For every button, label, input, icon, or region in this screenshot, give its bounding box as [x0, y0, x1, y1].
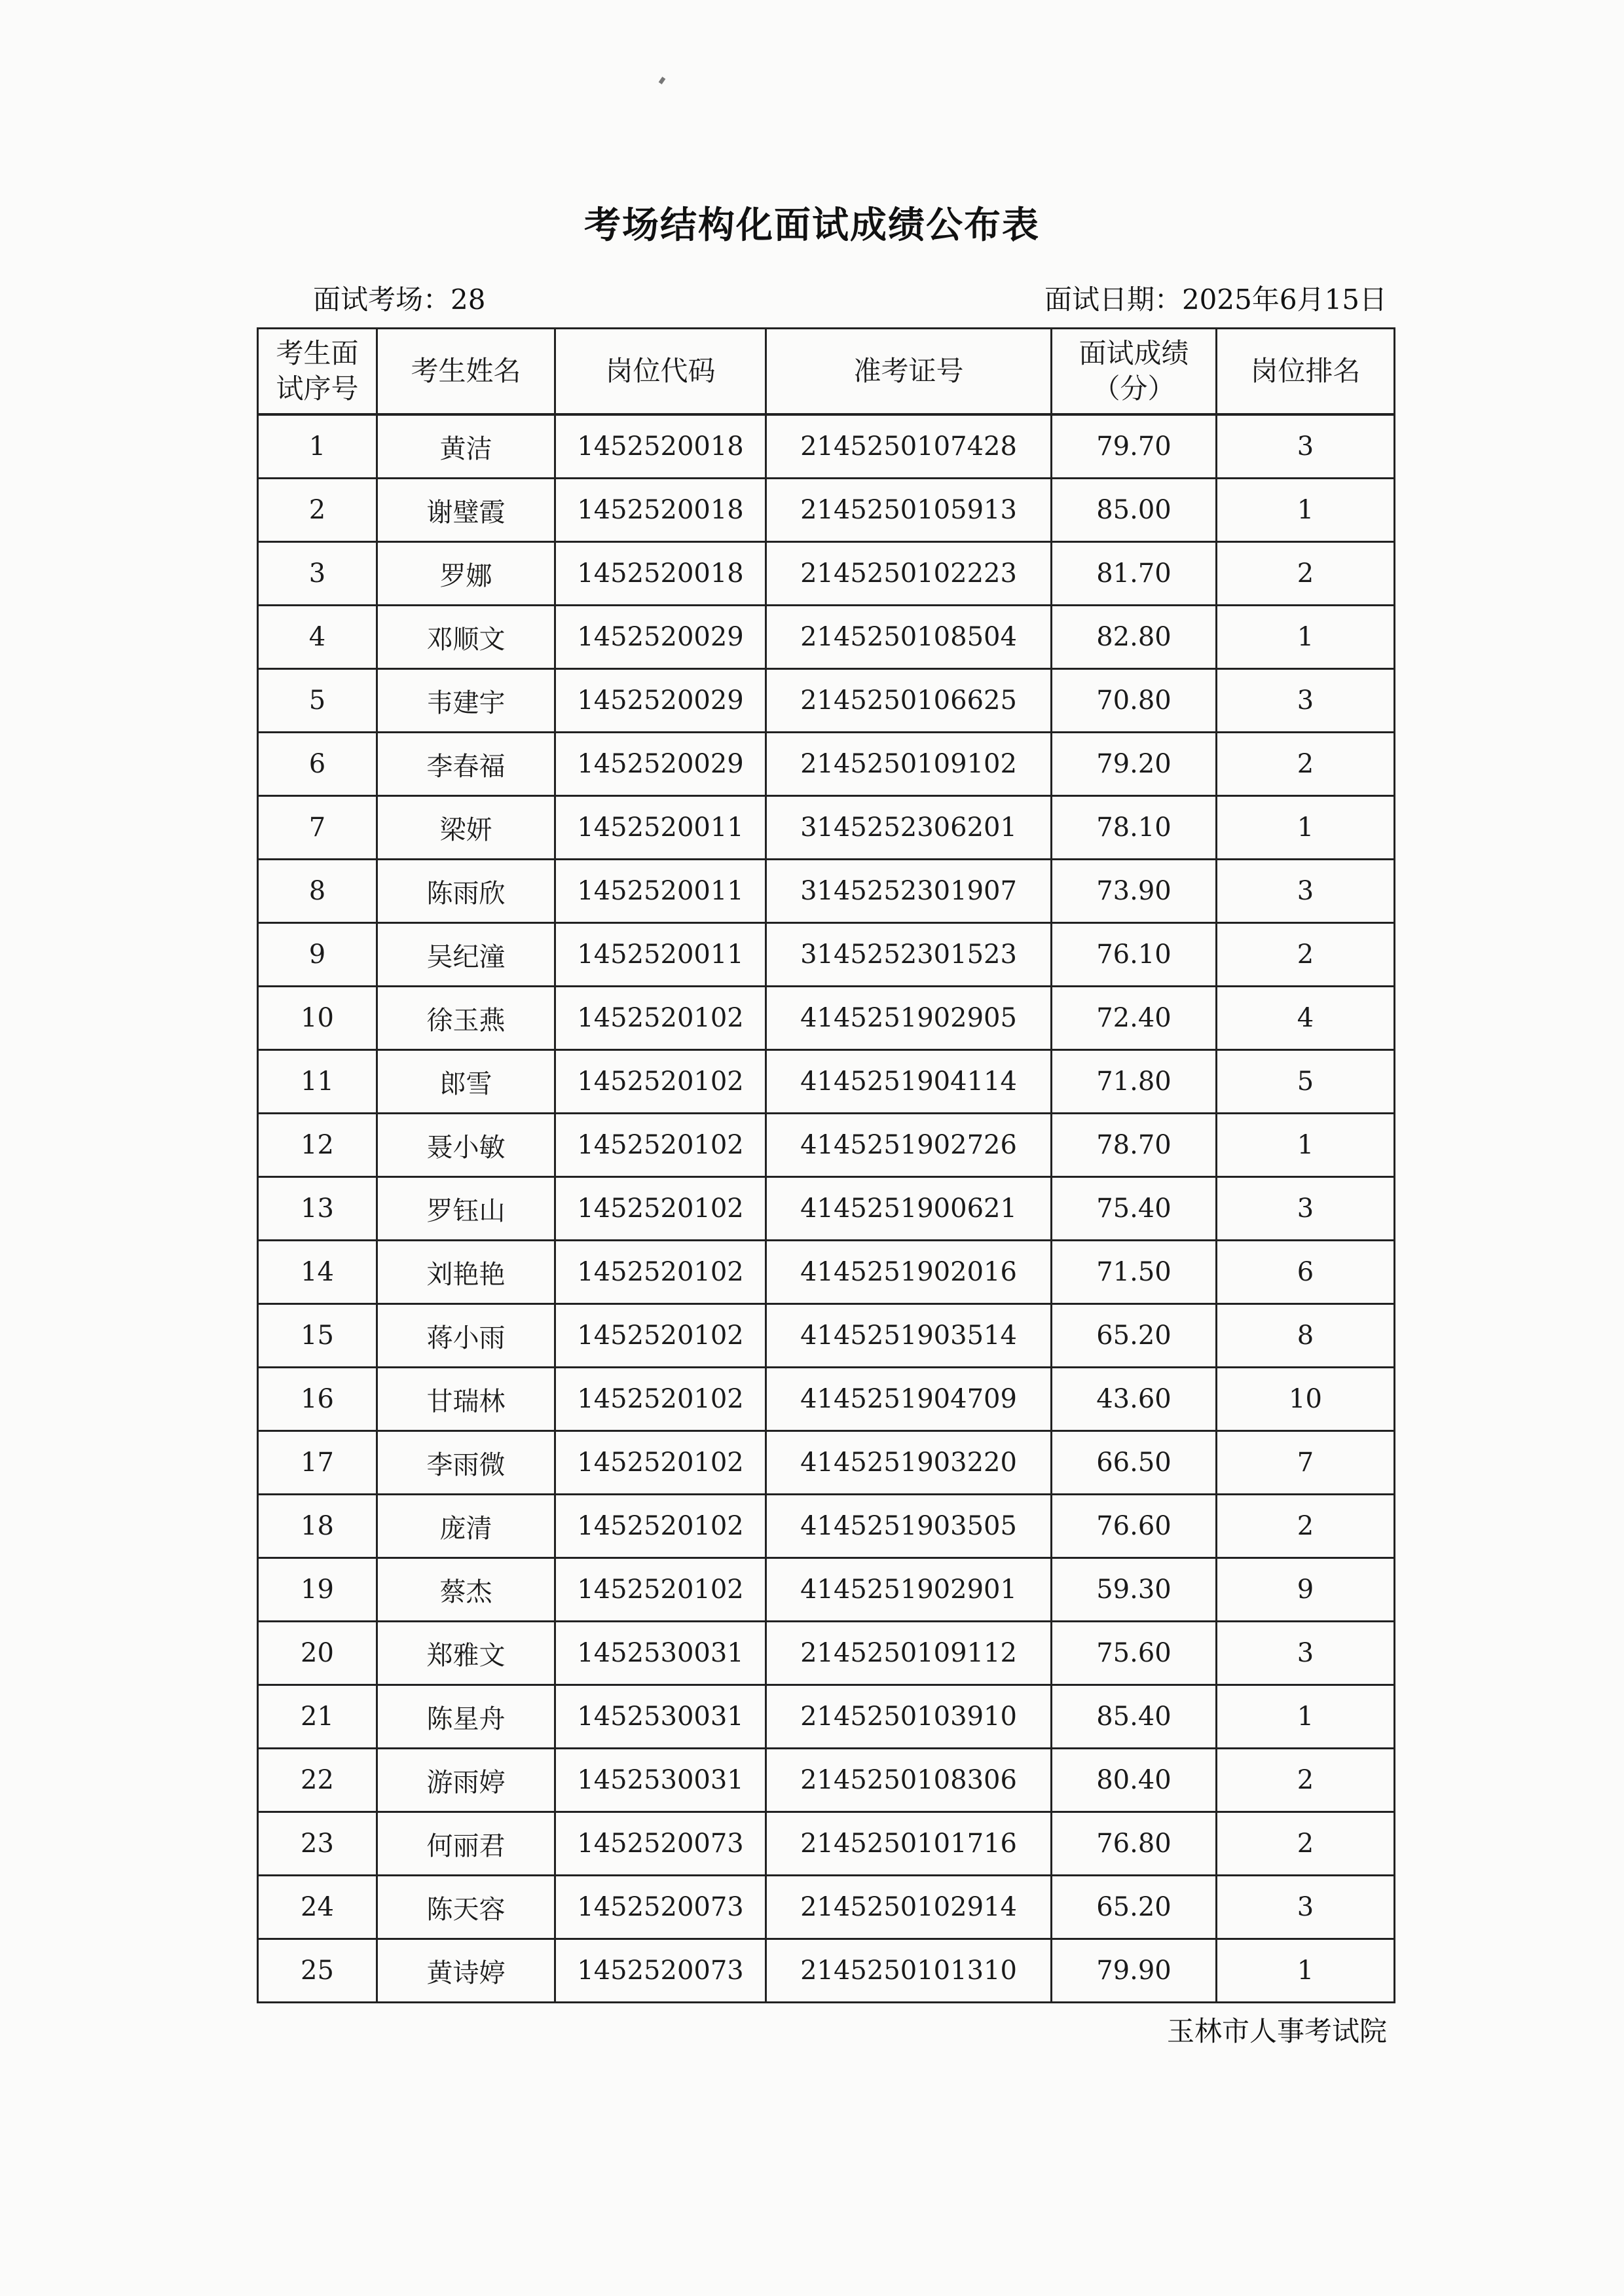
cell-post-code: 1452520029 — [555, 606, 766, 669]
cell-seq: 9 — [258, 923, 377, 987]
cell-name: 庞清 — [377, 1495, 555, 1558]
cell-score: 85.40 — [1052, 1685, 1217, 1749]
cell-rank: 2 — [1217, 1495, 1395, 1558]
cell-admission-number: 2145250108504 — [766, 606, 1052, 669]
cell-admission-number: 2145250101310 — [766, 1939, 1052, 2003]
table-row — [258, 606, 1395, 669]
cell-post-code: 1452520018 — [555, 414, 766, 479]
cell-score: 82.80 — [1052, 606, 1217, 669]
cell-rank: 3 — [1217, 669, 1395, 733]
cell-post-code: 1452520102 — [555, 1177, 766, 1241]
cell-admission-number: 4145251902016 — [766, 1241, 1052, 1304]
table-row — [258, 1558, 1395, 1622]
cell-score: 70.80 — [1052, 669, 1217, 733]
cell-admission-number: 3145252301523 — [766, 923, 1052, 987]
cell-rank: 4 — [1217, 987, 1395, 1050]
cell-seq: 8 — [258, 860, 377, 923]
cell-name: 韦建宇 — [377, 669, 555, 733]
cell-score: 85.00 — [1052, 479, 1217, 542]
cell-post-code: 1452520102 — [555, 1050, 766, 1114]
cell-post-code: 1452520102 — [555, 1241, 766, 1304]
cell-post-code: 1452530031 — [555, 1685, 766, 1749]
cell-seq: 3 — [258, 542, 377, 606]
cell-admission-number: 4145251904114 — [766, 1050, 1052, 1114]
cell-name: 李雨微 — [377, 1431, 555, 1495]
table-row — [258, 1177, 1395, 1241]
table-body — [258, 414, 1395, 2003]
cell-post-code: 1452520102 — [555, 1558, 766, 1622]
cell-seq: 13 — [258, 1177, 377, 1241]
cell-score: 76.60 — [1052, 1495, 1217, 1558]
cell-post-code: 1452520102 — [555, 987, 766, 1050]
cell-rank: 1 — [1217, 1114, 1395, 1177]
table-row — [258, 1241, 1395, 1304]
cell-name: 徐玉燕 — [377, 987, 555, 1050]
cell-score: 79.70 — [1052, 414, 1217, 479]
cell-rank: 3 — [1217, 860, 1395, 923]
table-row — [258, 1304, 1395, 1368]
cell-score: 81.70 — [1052, 542, 1217, 606]
cell-admission-number: 3145252301907 — [766, 860, 1052, 923]
cell-seq: 7 — [258, 796, 377, 860]
cell-score: 73.90 — [1052, 860, 1217, 923]
header-seq: 考生面 试序号 — [258, 329, 377, 415]
cell-name: 陈雨欣 — [377, 860, 555, 923]
cell-post-code: 1452520073 — [555, 1939, 766, 2003]
table-row — [258, 733, 1395, 796]
cell-score: 76.80 — [1052, 1812, 1217, 1876]
cell-admission-number: 4145251903514 — [766, 1304, 1052, 1368]
cell-score: 71.80 — [1052, 1050, 1217, 1114]
cell-score: 75.40 — [1052, 1177, 1217, 1241]
cell-score: 78.10 — [1052, 796, 1217, 860]
cell-post-code: 1452520029 — [555, 733, 766, 796]
cell-post-code: 1452520073 — [555, 1812, 766, 1876]
cell-post-code: 1452520102 — [555, 1431, 766, 1495]
cell-post-code: 1452520102 — [555, 1368, 766, 1431]
cell-seq: 22 — [258, 1749, 377, 1812]
header-admission-number: 准考证号 — [766, 329, 1052, 415]
cell-score: 76.10 — [1052, 923, 1217, 987]
cell-rank: 2 — [1217, 1749, 1395, 1812]
cell-name: 游雨婷 — [377, 1749, 555, 1812]
cell-seq: 20 — [258, 1622, 377, 1685]
cell-admission-number: 2145250107428 — [766, 414, 1052, 479]
document-title: 考场结构化面试成绩公布表 — [584, 204, 1040, 247]
cell-score: 78.70 — [1052, 1114, 1217, 1177]
cell-score: 43.60 — [1052, 1368, 1217, 1431]
cell-post-code: 1452530031 — [555, 1622, 766, 1685]
cell-seq: 4 — [258, 606, 377, 669]
cell-seq: 17 — [258, 1431, 377, 1495]
cell-name: 甘瑞林 — [377, 1368, 555, 1431]
header-rank: 岗位排名 — [1217, 329, 1395, 415]
cell-name: 郑雅文 — [377, 1622, 555, 1685]
table-row — [258, 1939, 1395, 2003]
cell-rank: 2 — [1217, 923, 1395, 987]
cell-rank: 7 — [1217, 1431, 1395, 1495]
cell-score: 79.20 — [1052, 733, 1217, 796]
exam-room-label: 面试考场：28 — [313, 283, 486, 316]
cell-name: 李春福 — [377, 733, 555, 796]
cell-score: 66.50 — [1052, 1431, 1217, 1495]
cell-admission-number: 2145250102914 — [766, 1876, 1052, 1939]
cell-rank: 8 — [1217, 1304, 1395, 1368]
cell-name: 邓顺文 — [377, 606, 555, 669]
cell-seq: 19 — [258, 1558, 377, 1622]
cell-name: 蔡杰 — [377, 1558, 555, 1622]
cell-admission-number: 2145250101716 — [766, 1812, 1052, 1876]
cell-name: 罗钰山 — [377, 1177, 555, 1241]
table-row — [258, 1431, 1395, 1495]
cell-name: 蒋小雨 — [377, 1304, 555, 1368]
cell-rank: 2 — [1217, 1812, 1395, 1876]
cell-rank: 1 — [1217, 479, 1395, 542]
cell-post-code: 1452520073 — [555, 1876, 766, 1939]
cell-admission-number: 4145251903505 — [766, 1495, 1052, 1558]
table-row — [258, 1114, 1395, 1177]
table-row — [258, 1749, 1395, 1812]
table-row — [258, 669, 1395, 733]
scan-speck — [659, 77, 666, 84]
cell-seq: 14 — [258, 1241, 377, 1304]
cell-rank: 2 — [1217, 733, 1395, 796]
cell-seq: 11 — [258, 1050, 377, 1114]
table-row — [258, 1876, 1395, 1939]
cell-admission-number: 4145251900621 — [766, 1177, 1052, 1241]
header-score: 面试成绩 （分） — [1052, 329, 1217, 415]
table-row — [258, 1368, 1395, 1431]
cell-rank: 5 — [1217, 1050, 1395, 1114]
cell-score: 79.90 — [1052, 1939, 1217, 2003]
cell-admission-number: 2145250102223 — [766, 542, 1052, 606]
cell-name: 黄诗婷 — [377, 1939, 555, 2003]
cell-seq: 15 — [258, 1304, 377, 1368]
table-row — [258, 1685, 1395, 1749]
cell-post-code: 1452520011 — [555, 923, 766, 987]
cell-admission-number: 4145251902905 — [766, 987, 1052, 1050]
cell-name: 吴纪潼 — [377, 923, 555, 987]
cell-seq: 16 — [258, 1368, 377, 1431]
cell-rank: 10 — [1217, 1368, 1395, 1431]
cell-post-code: 1452520102 — [555, 1114, 766, 1177]
cell-post-code: 1452520018 — [555, 542, 766, 606]
cell-score: 75.60 — [1052, 1622, 1217, 1685]
cell-post-code: 1452520011 — [555, 796, 766, 860]
cell-admission-number: 2145250105913 — [766, 479, 1052, 542]
cell-score: 59.30 — [1052, 1558, 1217, 1622]
cell-admission-number: 4145251902726 — [766, 1114, 1052, 1177]
cell-seq: 5 — [258, 669, 377, 733]
cell-name: 罗娜 — [377, 542, 555, 606]
table-row — [258, 1622, 1395, 1685]
cell-rank: 9 — [1217, 1558, 1395, 1622]
cell-rank: 3 — [1217, 1177, 1395, 1241]
cell-post-code: 1452520011 — [555, 860, 766, 923]
cell-admission-number: 2145250103910 — [766, 1685, 1052, 1749]
table-row — [258, 923, 1395, 987]
cell-name: 陈星舟 — [377, 1685, 555, 1749]
score-table — [257, 327, 1395, 2003]
table-row — [258, 987, 1395, 1050]
cell-rank: 1 — [1217, 606, 1395, 669]
cell-post-code: 1452530031 — [555, 1749, 766, 1812]
cell-admission-number: 4145251903220 — [766, 1431, 1052, 1495]
cell-rank: 3 — [1217, 414, 1395, 479]
cell-name: 何丽君 — [377, 1812, 555, 1876]
cell-rank: 1 — [1217, 1939, 1395, 2003]
cell-seq: 2 — [258, 479, 377, 542]
cell-score: 65.20 — [1052, 1876, 1217, 1939]
cell-score: 65.20 — [1052, 1304, 1217, 1368]
table-row — [258, 542, 1395, 606]
cell-seq: 18 — [258, 1495, 377, 1558]
cell-admission-number: 3145252306201 — [766, 796, 1052, 860]
exam-date-label: 面试日期：2025年6月15日 — [1044, 283, 1387, 316]
cell-seq: 21 — [258, 1685, 377, 1749]
cell-rank: 1 — [1217, 1685, 1395, 1749]
cell-rank: 2 — [1217, 542, 1395, 606]
cell-rank: 1 — [1217, 796, 1395, 860]
table-row — [258, 479, 1395, 542]
cell-name: 谢璧霞 — [377, 479, 555, 542]
cell-score: 72.40 — [1052, 987, 1217, 1050]
cell-admission-number: 2145250108306 — [766, 1749, 1052, 1812]
cell-name: 黄洁 — [377, 414, 555, 479]
header-post-code: 岗位代码 — [555, 329, 766, 415]
cell-seq: 1 — [258, 414, 377, 479]
cell-name: 刘艳艳 — [377, 1241, 555, 1304]
cell-seq: 23 — [258, 1812, 377, 1876]
cell-post-code: 1452520018 — [555, 479, 766, 542]
table-row — [258, 1050, 1395, 1114]
cell-admission-number: 4145251902901 — [766, 1558, 1052, 1622]
cell-admission-number: 2145250106625 — [766, 669, 1052, 733]
cell-admission-number: 2145250109102 — [766, 733, 1052, 796]
cell-name: 梁妍 — [377, 796, 555, 860]
cell-admission-number: 4145251904709 — [766, 1368, 1052, 1431]
cell-name: 郎雪 — [377, 1050, 555, 1114]
cell-post-code: 1452520029 — [555, 669, 766, 733]
cell-seq: 6 — [258, 733, 377, 796]
table-header-row — [258, 329, 1395, 415]
cell-name: 陈天容 — [377, 1876, 555, 1939]
cell-rank: 3 — [1217, 1622, 1395, 1685]
issuer-name: 玉林市人事考试院 — [1166, 2015, 1387, 2047]
cell-rank: 6 — [1217, 1241, 1395, 1304]
table-row — [258, 1812, 1395, 1876]
cell-seq: 10 — [258, 987, 377, 1050]
table-row — [258, 860, 1395, 923]
cell-rank: 3 — [1217, 1876, 1395, 1939]
cell-name: 聂小敏 — [377, 1114, 555, 1177]
cell-admission-number: 2145250109112 — [766, 1622, 1052, 1685]
cell-seq: 24 — [258, 1876, 377, 1939]
header-name: 考生姓名 — [377, 329, 555, 415]
cell-post-code: 1452520102 — [555, 1304, 766, 1368]
cell-seq: 25 — [258, 1939, 377, 2003]
table-row — [258, 796, 1395, 860]
cell-post-code: 1452520102 — [555, 1495, 766, 1558]
table-row — [258, 414, 1395, 479]
cell-score: 80.40 — [1052, 1749, 1217, 1812]
table-row — [258, 1495, 1395, 1558]
cell-seq: 12 — [258, 1114, 377, 1177]
cell-score: 71.50 — [1052, 1241, 1217, 1304]
